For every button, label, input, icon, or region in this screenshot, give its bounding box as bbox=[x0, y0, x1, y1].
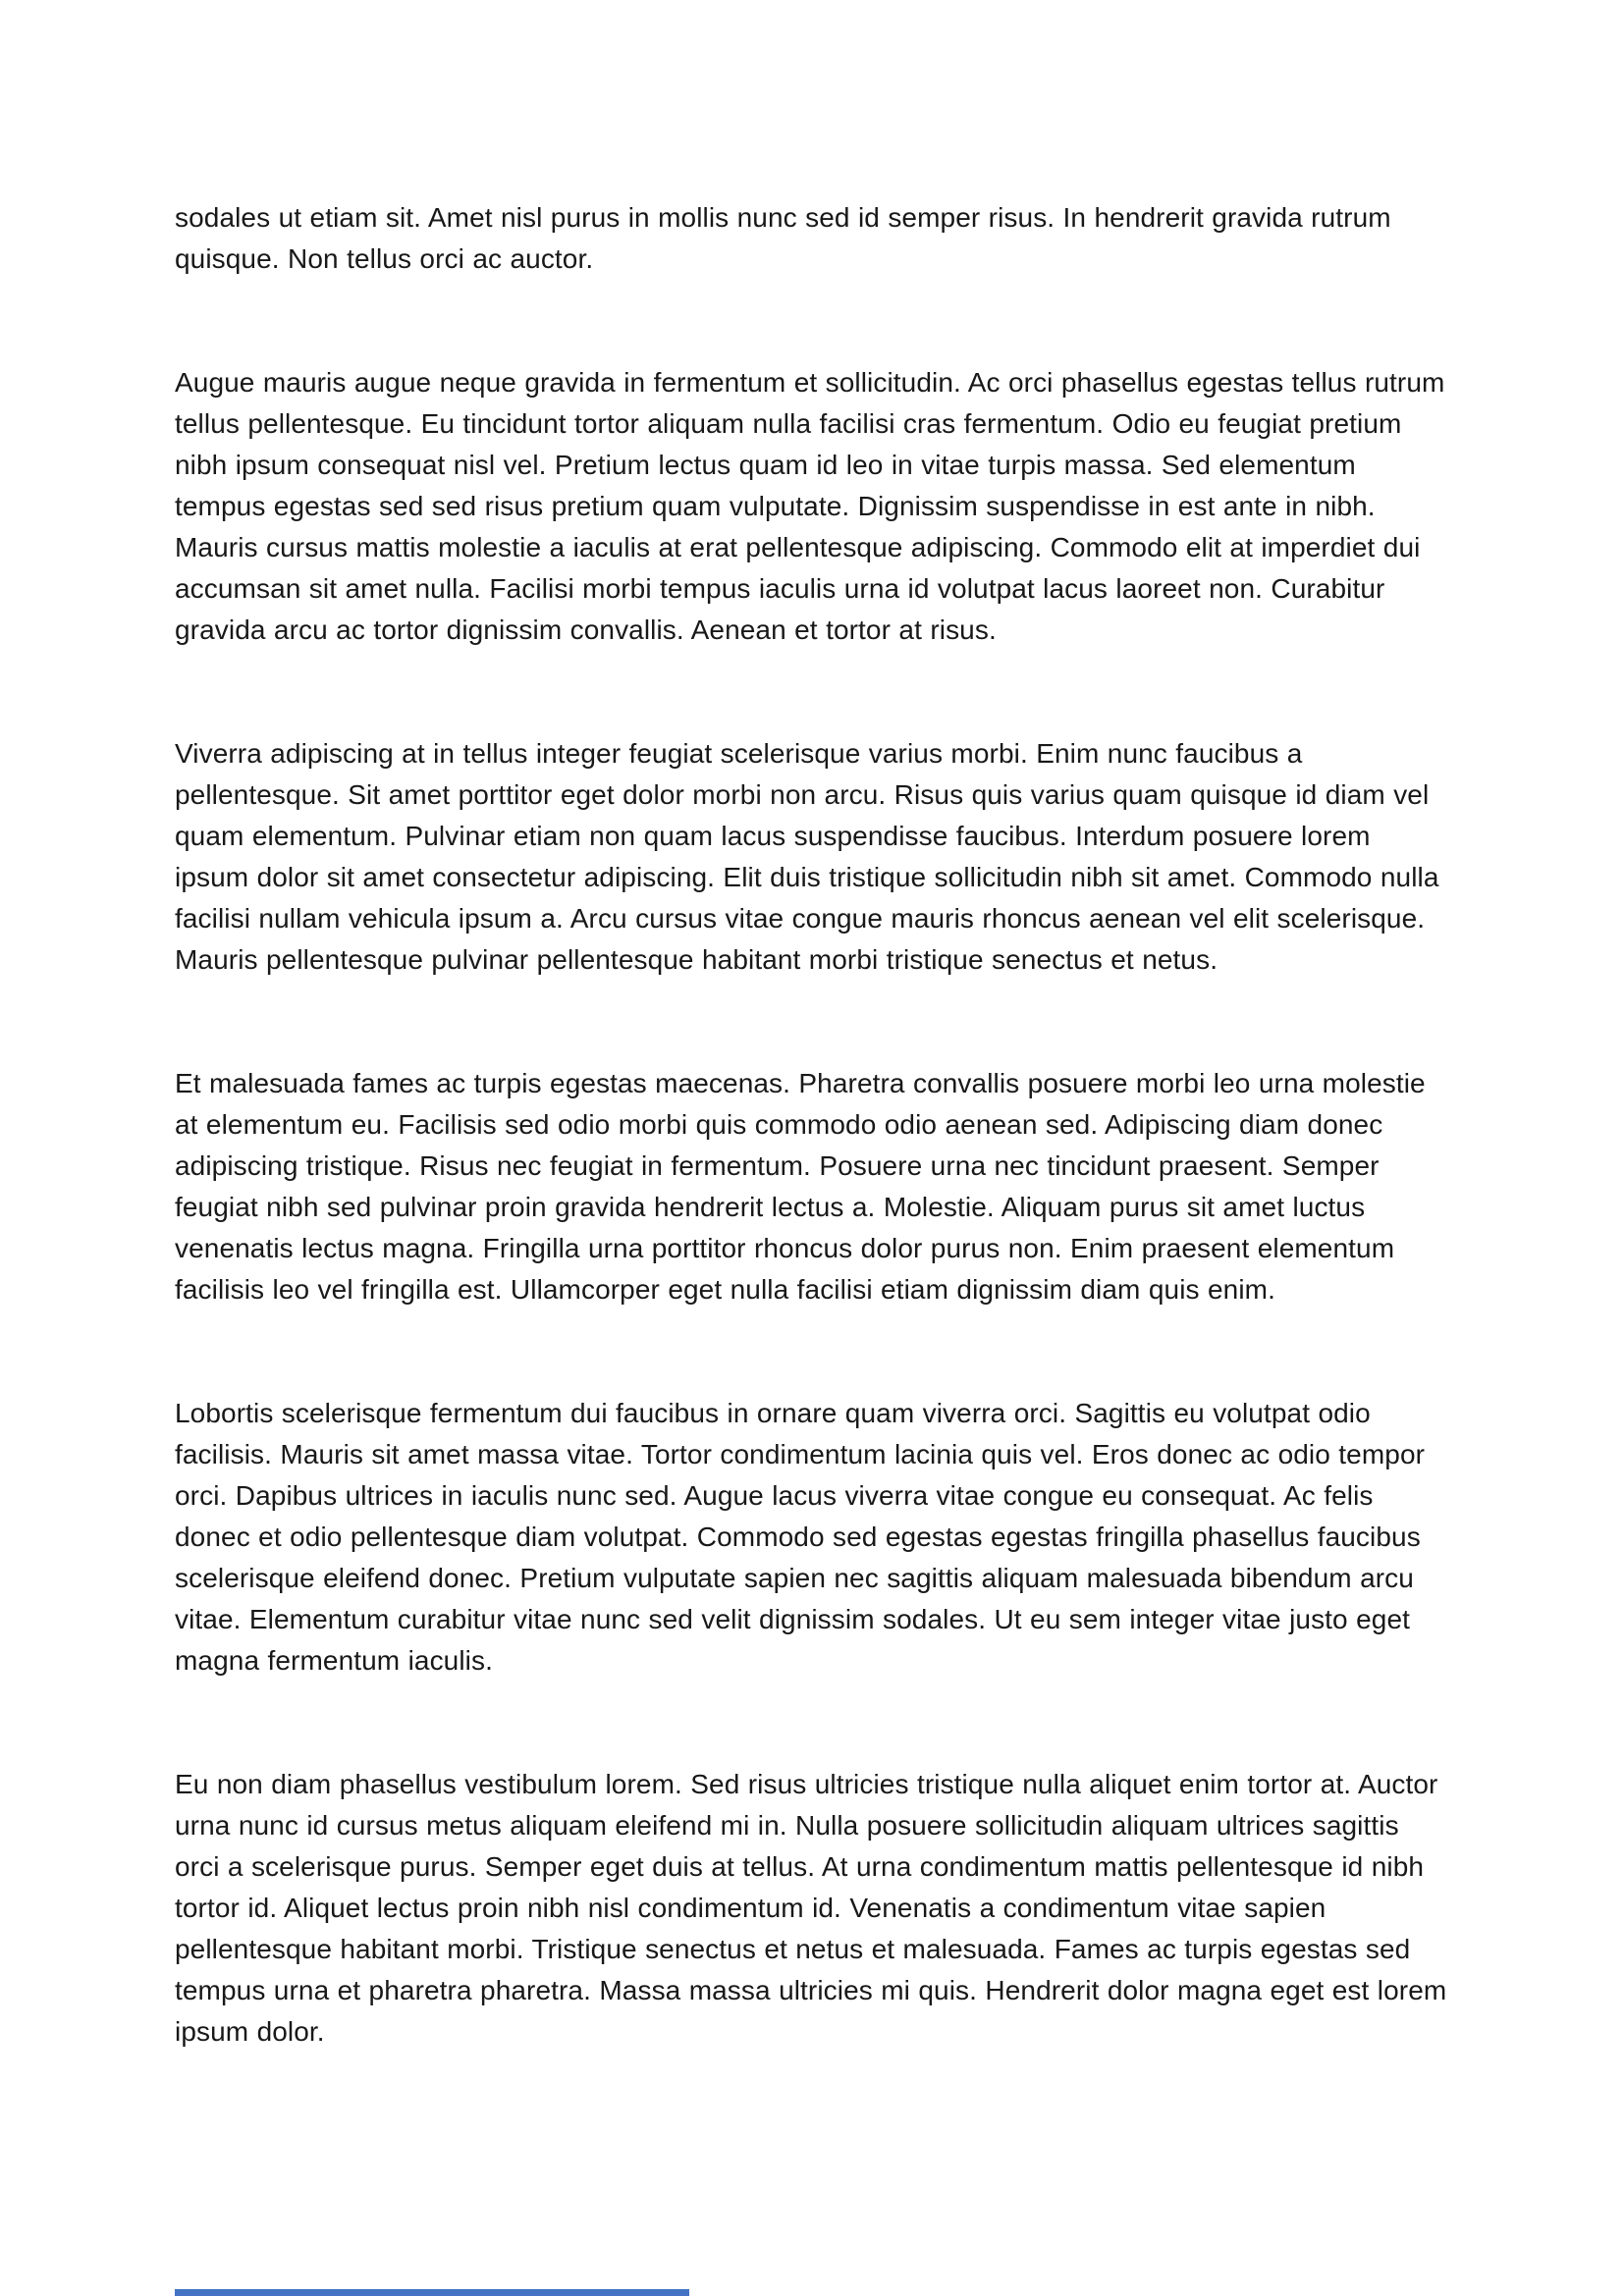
document-text-column bbox=[175, 197, 1451, 2053]
paragraph-4: Et malesuada fames ac turpis egestas maecenas. Pharetra convallis posuere morbi leo urna molestie at elementum eu. Facilisis sed odio morbi quis commodo odio aenean sed. Adipiscing diam donec adipiscing tristique. Risus nec feugiat in fermentum. Posuere urna nec tincidunt praesent. Semper feugiat nibh sed pulvinar proin gravida hendrerit lectus a. Molestie. Aliquam purus sit amet luctus venenatis lectus magna. Fringilla urna porttitor rhoncus dolor purus non. Enim praesent elementum facilisis leo vel fringilla est. Ullamcorper eget nulla facilisi etiam dignissim diam quis enim. bbox=[175, 1068, 1426, 1305]
paragraph-5: Lobortis scelerisque fermentum dui faucibus in ornare quam viverra orci. Sagittis eu volutpat odio facilisis. Mauris sit amet massa vitae. Tortor condimentum lacinia quis vel. Eros donec ac odio tempor orci. Dapibus ultrices in iaculis nunc sed. Augue lacus viverra vitae congue eu consequat. Ac felis donec et odio pellentesque diam volutpat. Commodo sed egestas egestas fringilla phasellus faucibus scelerisque eleifend donec. Pretium vulputate sapien nec sagittis aliquam malesuada bibendum arcu vitae. Elementum curabitur vitae nunc sed velit dignissim sodales. Ut eu sem integer vitae justo eget magna fermentum iaculis. bbox=[175, 1398, 1426, 1676]
paragraph-6: Eu non diam phasellus vestibulum lorem. Sed risus ultricies tristique nulla aliquet enim tortor at. Auctor urna nunc id cursus metus aliquam eleifend mi in. Nulla posuere sollicitudin aliquam ultrices sagittis orci a scelerisque purus. Semper eget duis at tellus. At urna condimentum mattis pellentesque id nibh tortor id. Aliquet lectus proin nibh nisl condimentum id. Venenatis a condimentum vitae sapien pellentesque habitant morbi. Tristique senectus et netus et malesuada. Fames ac turpis egestas sed tempus urna et pharetra pharetra. Massa massa ultricies mi quis. Hendrerit dolor magna eget est lorem ipsum dolor. bbox=[175, 1769, 1447, 2047]
next-page-element-partial bbox=[175, 2289, 689, 2296]
paragraph-3: Viverra adipiscing at in tellus integer feugiat scelerisque varius morbi. Enim nunc faucibus a pellentesque. Sit amet porttitor eget dolor morbi non arcu. Risus quis varius quam quisque id diam vel quam elementum. Pulvinar etiam non quam lacus suspendisse faucibus. Interdum posuere lorem ipsum dolor sit amet consectetur adipiscing. Elit duis tristique sollicitudin nibh sit amet. Commodo nulla facilisi nullam vehicula ipsum a. Arcu cursus vitae congue mauris rhoncus aenean vel elit scelerisque. Mauris pellentesque pulvinar pellentesque habitant morbi tristique senectus et netus. bbox=[175, 738, 1439, 975]
paragraph-2: Augue mauris augue neque gravida in fermentum et sollicitudin. Ac orci phasellus egestas tellus rutrum tellus pellentesque. Eu tincidunt tortor aliquam nulla facilisi cras fermentum. Odio eu feugiat pretium nibh ipsum consequat nisl vel. Pretium lectus quam id leo in vitae turpis massa. Sed elementum tempus egestas sed sed risus pretium quam vulputate. Dignissim suspendisse in est ante in nibh. Mauris cursus mattis molestie a iaculis at erat pellentesque adipiscing. Commodo elit at imperdiet dui accumsan sit amet nulla. Facilisi morbi tempus iaculis urna id volutpat lacus laoreet non. Curabitur gravida arcu ac tortor dignissim convallis. Aenean et tortor at risus. bbox=[175, 367, 1445, 645]
paragraph-1: sodales ut etiam sit. Amet nisl purus in mollis nunc sed id semper risus. In hendrerit gravida rutrum quisque. Non tellus orci ac auctor. bbox=[175, 202, 1391, 274]
